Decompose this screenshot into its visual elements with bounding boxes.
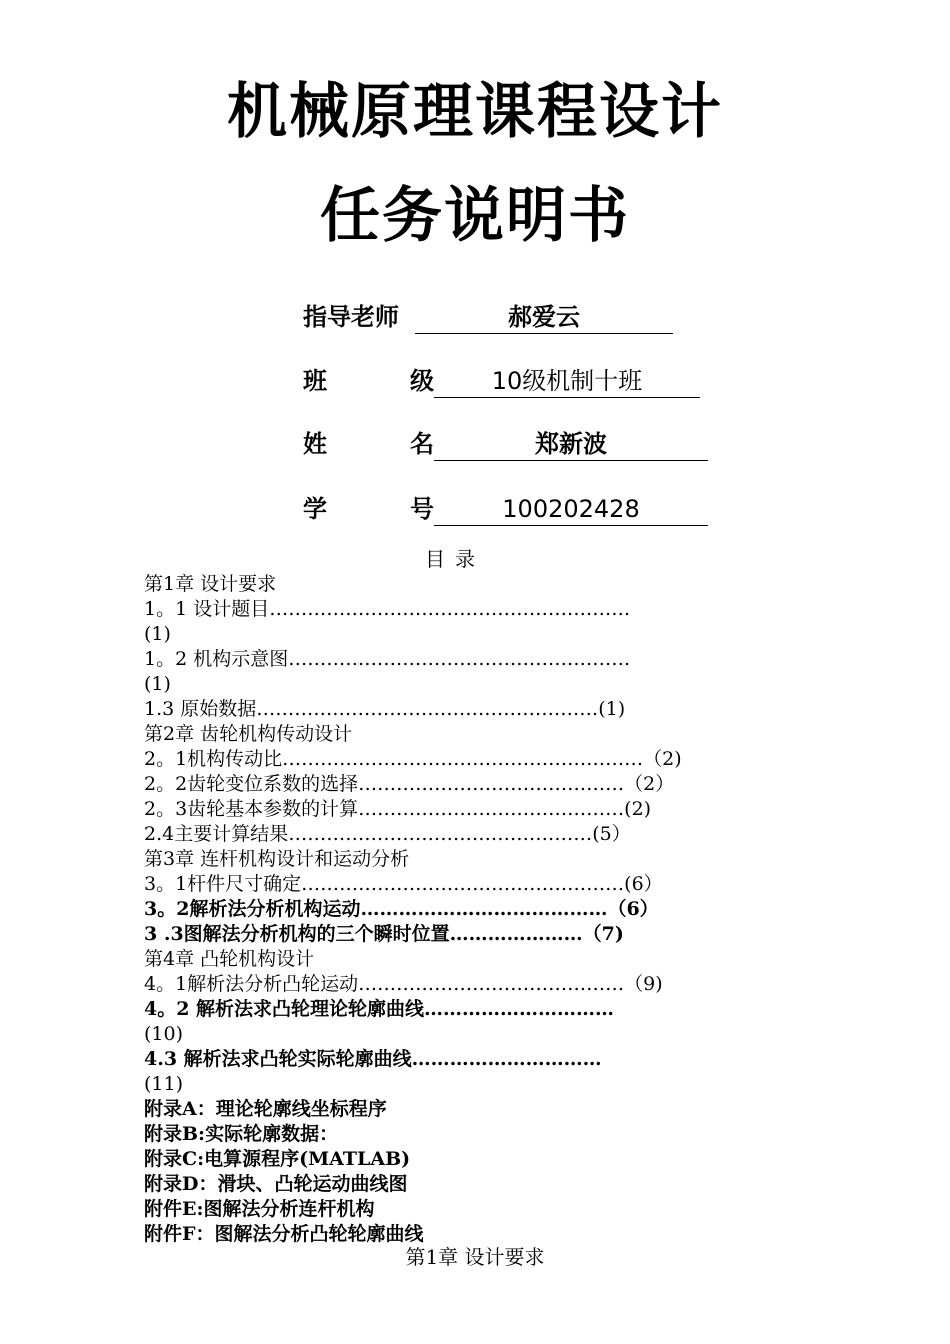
toc-line: 2。3齿轮基本参数的计算……………………………………(2) xyxy=(144,798,652,820)
advisor-label: 指导老师 xyxy=(303,303,399,331)
table-of-contents xyxy=(144,572,774,1247)
class-row xyxy=(303,366,700,398)
name-row xyxy=(303,429,708,461)
id-label-b: 号 xyxy=(410,495,434,523)
toc-line: 附录D：滑块、凸轮运动曲线图 xyxy=(144,1173,408,1195)
toc-line: 1。1 设计题目………………………………………………… xyxy=(144,598,631,620)
toc-line: 2。2齿轮变位系数的选择……………………………………（2） xyxy=(144,773,675,795)
toc-line: 第2章 齿轮机构传动设计 xyxy=(144,723,353,745)
toc-line: 附录B:实际轮廓数据： xyxy=(144,1123,339,1145)
toc-line: 附件E:图解法分析连杆机构 xyxy=(144,1198,375,1220)
toc-line: (10) xyxy=(144,1023,184,1045)
toc-line: 1.3 原始数据………………………………………………(1) xyxy=(144,698,626,720)
toc-line: 3 .3图解法分析机构的三个瞬时位置…………………（7) xyxy=(144,923,624,945)
toc-line: (11) xyxy=(144,1073,184,1095)
toc-line: 附录C:电算源程序(MATLAB) xyxy=(144,1148,411,1170)
toc-line: 2.4主要计算结果…………………………………………(5） xyxy=(144,823,631,845)
id-label-a: 学 xyxy=(303,495,327,523)
toc-line: (1) xyxy=(144,623,171,645)
toc-line: 4.3 解析法求凸轮实际轮廓曲线………………………… xyxy=(144,1048,602,1070)
toc-line: 第4章 凸轮机构设计 xyxy=(144,948,315,970)
toc-line: (1) xyxy=(144,673,171,695)
toc-line: 第3章 连杆机构设计和运动分析 xyxy=(144,848,410,870)
document-title-line2: 任务说明书 xyxy=(320,181,630,251)
advisor-row xyxy=(303,302,673,334)
class-label-b: 级 xyxy=(410,367,434,395)
toc-line: 4。1解析法分析凸轮运动……………………………………（9) xyxy=(144,973,663,995)
document-title-line1: 机械原理课程设计 xyxy=(227,77,723,147)
toc-line: 附录A：理论轮廓线坐标程序 xyxy=(144,1098,387,1120)
toc-line: 第1章 设计要求 xyxy=(144,573,277,595)
name-label-b: 名 xyxy=(410,430,434,458)
toc-line: 2。1机构传动比…………………………………………………（2) xyxy=(144,748,682,770)
toc-line: 附件F：图解法分析凸轮轮廓曲线 xyxy=(144,1223,424,1245)
toc-line: 3。2解析法分析机构运动…………………………………（6） xyxy=(144,898,659,920)
student-id-value: 100202428 xyxy=(434,494,708,526)
toc-title: 目录 xyxy=(425,547,485,571)
class-value: 10级机制十班 xyxy=(434,366,700,398)
toc-line: 1。2 机构示意图……………………………………………… xyxy=(144,648,631,670)
class-label-a: 班 xyxy=(303,367,327,395)
student-id-row xyxy=(303,494,708,526)
name-value: 郑新波 xyxy=(434,429,708,461)
advisor-value: 郝爱云 xyxy=(415,302,673,334)
toc-line: 3。1杆件尺寸确定……………………………………………(6） xyxy=(144,873,663,895)
chapter1-heading: 第1章 设计要求 xyxy=(405,1245,545,1269)
toc-line: 4。2 解析法求凸轮理论轮廓曲线………………………… xyxy=(144,998,615,1020)
name-label-a: 姓 xyxy=(303,430,327,458)
